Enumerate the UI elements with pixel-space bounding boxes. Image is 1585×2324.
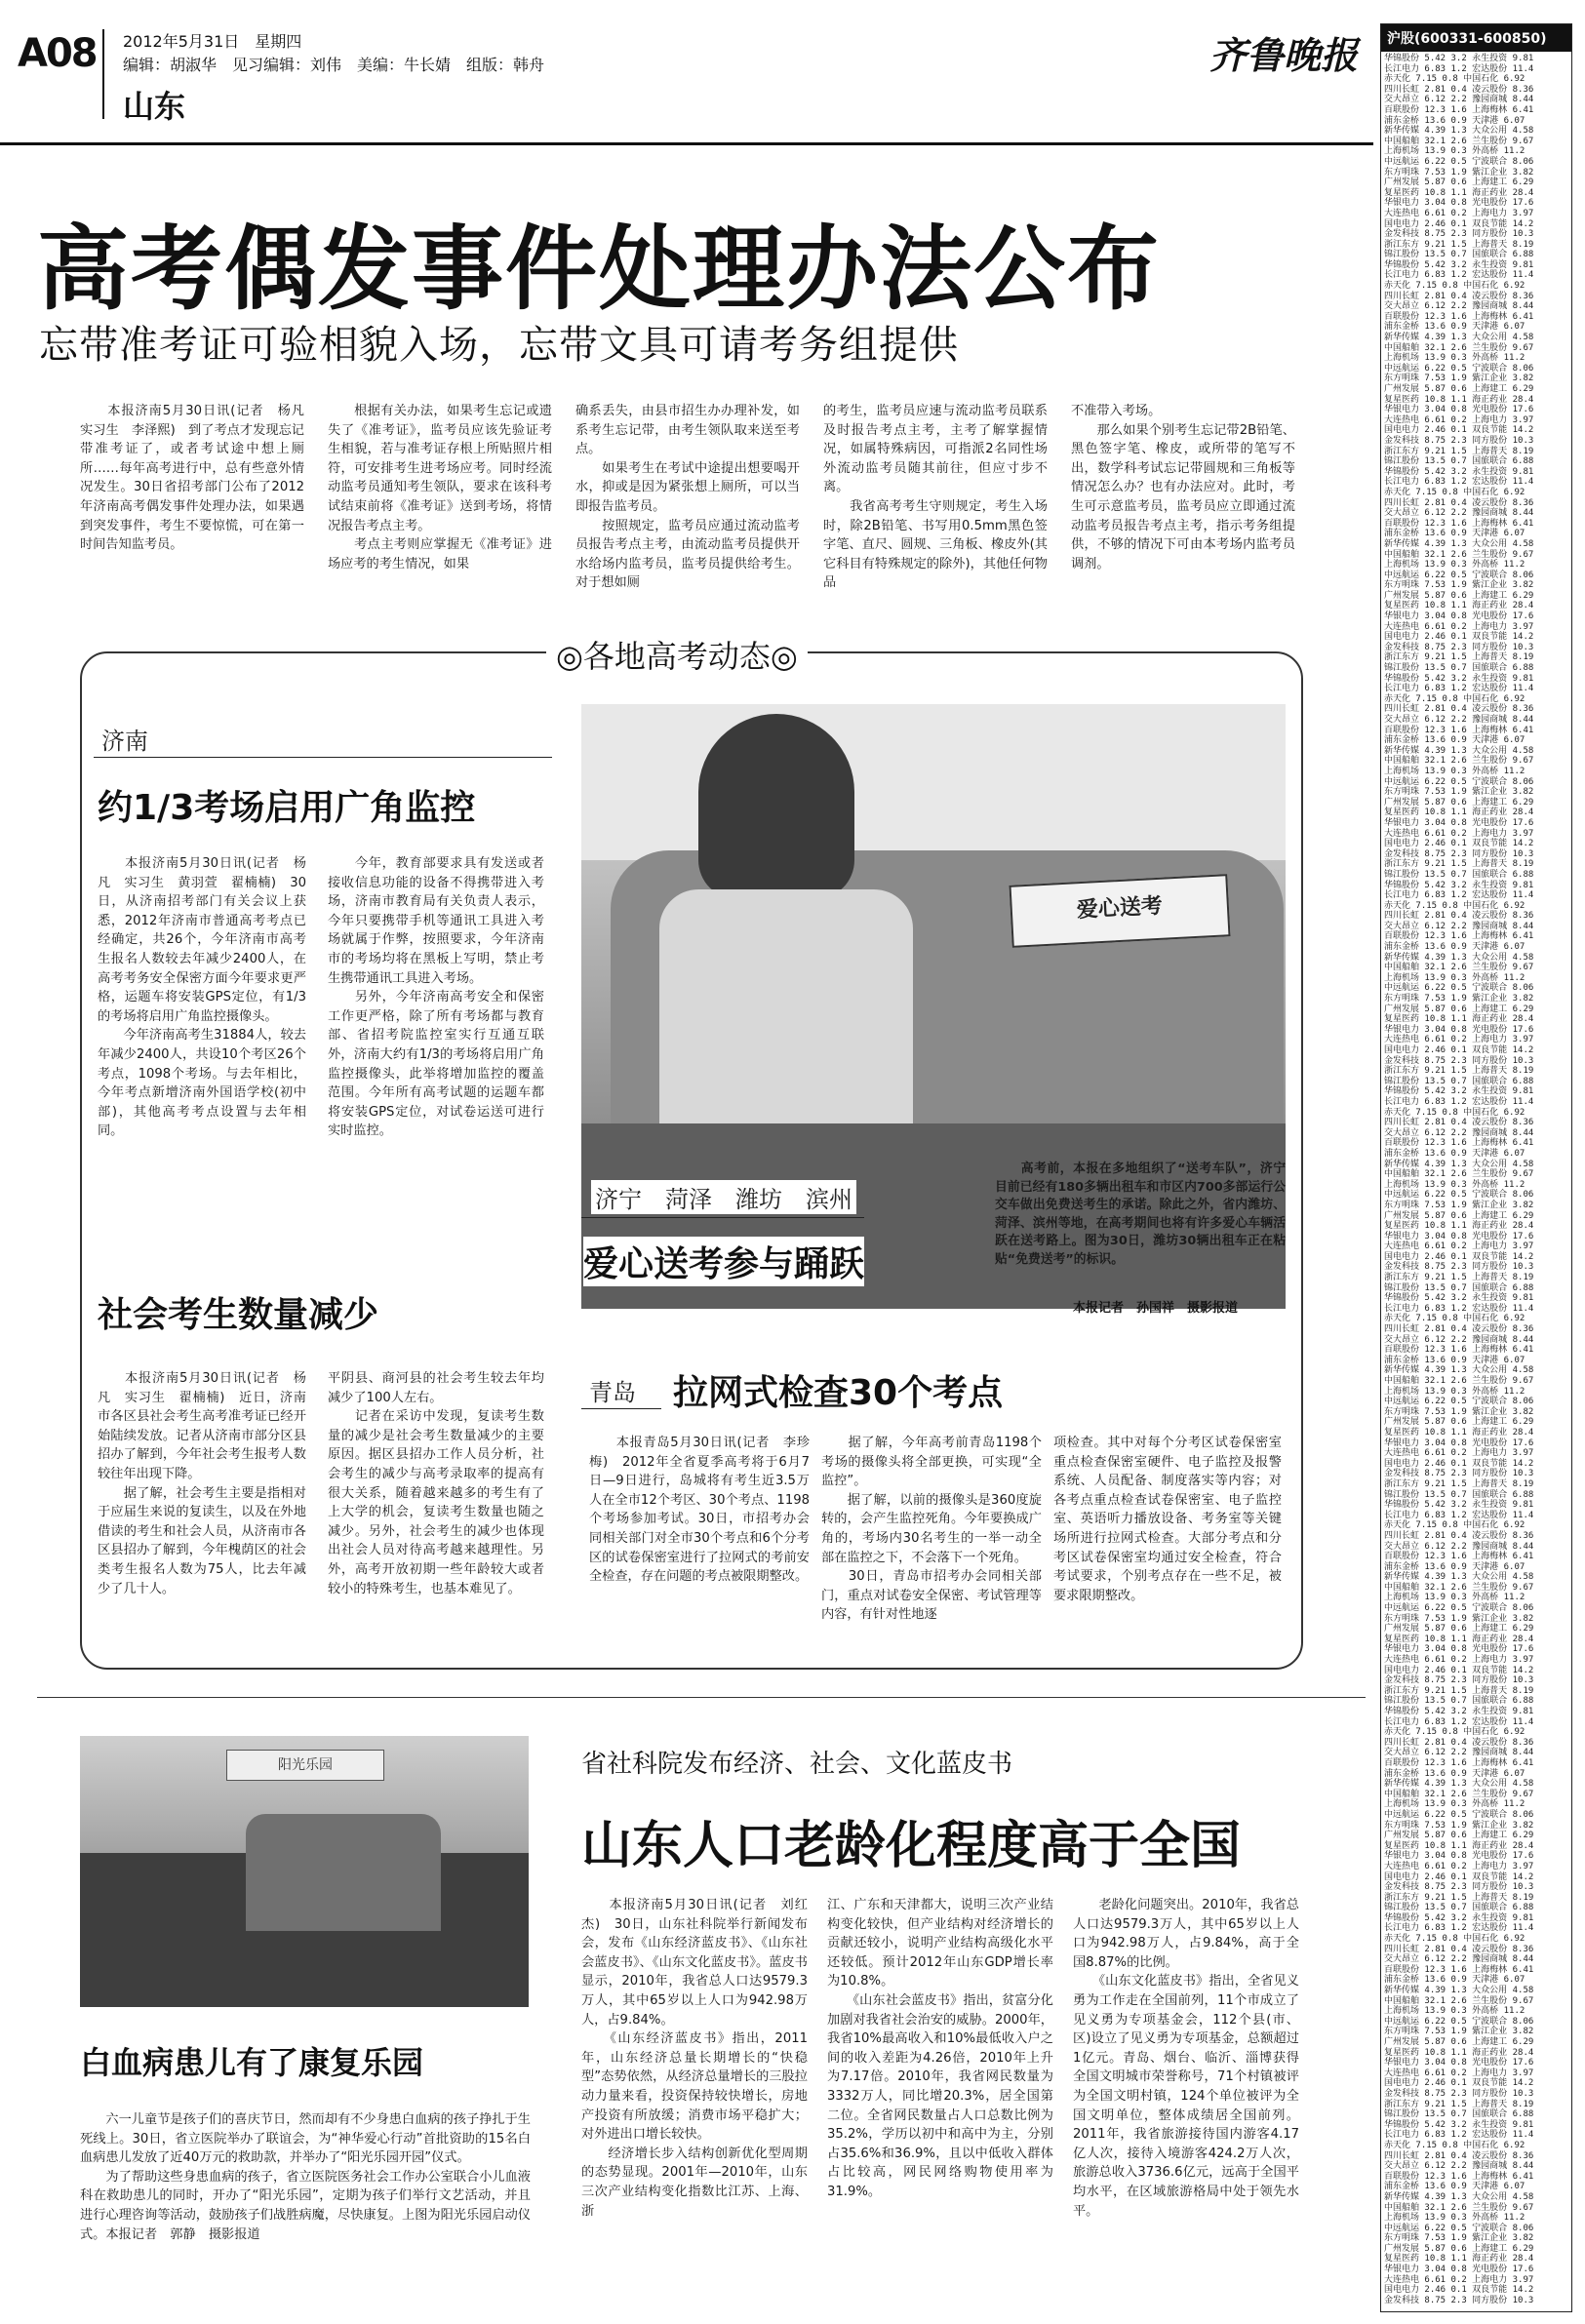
banner-sign: 阳光乐园 <box>226 1750 384 1781</box>
main-subheadline: 忘带准考证可验相貌入场，忘带文具可请考务组提供 <box>39 323 959 368</box>
editors-line: 编辑：胡淑华 见习编辑：刘伟 美编：牛长婧 组版：韩舟 <box>123 56 545 74</box>
social-headline: 社会考生数量减少 <box>98 1295 379 1335</box>
stock-listing <box>1380 23 1572 2312</box>
photo-story-headline: 爱心送考参与踊跃 <box>583 1237 864 1286</box>
stock-rows: 华锦股份 5.42 3.2 永生投资 9.81 长江电力 6.83 1.2 宏达股份 11.4 赤天化 7.15 0.8 中国石化 6.92 四川长虹 2.81 0.4 凌云股份 8.36 交大昂立 6.12 2.2 豫园商城 8.44 百联股份 12.3 1.6 上海梅林 6.41 浦东金桥 13.6 0.9 天津港 6.07 新华传媒 4.39 1.3 大众公用 4.58 中国船舶 32.1 2.6 兰生股份 9.67 上海机场 13.9 0.3 外高桥 11.2 中远航运 6.22 0.5 宁波联合 8.06 东方明珠 7.53 1.9 紫江企业 3.82 广州发展 5.87 0.6 上海建工 6.29 复星医药 10.8 1.1 海正药业 28.4 华银电力 3.04 0.8 光电股份 17.6 大连热电 6.61 0.2 上海电力 3.97 国电电力 2.46 0.1 双良节能 14.2 金发科技 8.75 2.3 同方股份 10.3 浙江东方 9.21 1.5 上海普天 8.19 锦江股份 13.5 0.7 国旅联合 6.88 华锦股份 5.42 3.2 永生投资 9.81 长江电力 6.83 1.2 宏达股份 11.4 赤天化 7.15 0.8 中国石化 6.92 四川长虹 2.81 0.4 凌云股份 8.36 交大昂立 6.12 2.2 豫园商城 8.44 百联股份 12.3 1.6 上海梅林 6.41 浦东金桥 13.6 0.9 天津港 6.07 新华传媒 4.39 1.3 大众公用 4.58 中国船舶 32.1 2.6 兰生股份 9.67 上海机场 13.9 0.3 外高桥 11.2 中远航运 6.22 0.5 宁波联合 8.06 东方明珠 7.53 1.9 紫江企业 3.82 广州发展 5.87 0.6 上海建工 6.29 复星医药 10.8 1.1 海正药业 28.4 华银电力 3.04 0.8 光电股份 17.6 大连热电 6.61 0.2 上海电力 3.97 国电电力 2.46 0.1 双良节能 14.2 金发科技 8.75 2.3 同方股份 10.3 浙江东方 9.21 1.5 上海普天 8.19 锦江股份 13.5 0.7 国旅联合 6.88 华锦股份 5.42 3.2 永生投资 9.81 长江电力 6.83 1.2 宏达股份 11.4 赤天化 7.15 0.8 中国石化 6.92 四川长虹 2.81 0.4 凌云股份 8.36 交大昂立 6.12 2.2 豫园商城 8.44 百联股份 12.3 1.6 上海梅林 6.41 浦东金桥 13.6 0.9 天津港 6.07 新华传媒 4.39 1.3 大众公用 4.58 中国船舶 32.1 2.6 兰生股份 9.67 上海机场 13.9 0.3 外高桥 11.2 中远航运 6.22 0.5 宁波联合 8.06 东方明珠 7.53 1.9 紫江企业 3.82 广州发展 5.87 0.6 上海建工 6.29 复星医药 10.8 1.1 海正药业 28.4 华银电力 3.04 0.8 光电股份 17.6 大连热电 6.61 0.2 上海电力 3.97 国电电力 2.46 0.1 双良节能 14.2 金发科技 8.75 2.3 同方股份 10.3 浙江东方 9.21 1.5 上海普天 8.19 锦江股份 13.5 0.7 国旅联合 6.88 华锦股份 5.42 3.2 永生投资 9.81 长江电力 6.83 1.2 宏达股份 11.4 赤天化 7.15 0.8 中国石化 6.92 四川长虹 2.81 0.4 凌云股份 8.36 交大昂立 6.12 2.2 豫园商城 8.44 百联股份 12.3 1.6 上海梅林 6.41 浦东金桥 13.6 0.9 天津港 6.07 新华传媒 4.39 1.3 大众公用 4.58 中国船舶 32.1 2.6 兰生股份 9.67 上海机场 13.9 0.3 外高桥 11.2 中远航运 6.22 0.5 宁波联合 8.06 东方明珠 7.53 1.9 紫江企业 3.82 广州发展 5.87 0.6 上海建工 6.29 复星医药 10.8 1.1 海正药业 28.4 华银电力 3.04 0.8 光电股份 17.6 大连热电 6.61 0.2 上海电力 3.97 国电电力 2.46 0.1 双良节能 14.2 金发科技 8.75 2.3 同方股份 10.3 浙江东方 9.21 1.5 上海普天 8.19 锦江股份 13.5 0.7 国旅联合 6.88 华锦股份 5.42 3.2 永生投资 9.81 长江电力 6.83 1.2 宏达股份 11.4 赤天化 7.15 0.8 中国石化 6.92 四川长虹 2.81 0.4 凌云股份 8.36 交大昂立 6.12 2.2 豫园商城 8.44 百联股份 12.3 1.6 上海梅林 6.41 浦东金桥 13.6 0.9 天津港 6.07 新华传媒 4.39 1.3 大众公用 4.58 中国船舶 32.1 2.6 兰生股份 9.67 上海机场 13.9 0.3 外高桥 11.2 中远航运 6.22 0.5 宁波联合 8.06 东方明珠 7.53 1.9 紫江企业 3.82 广州发展 5.87 0.6 上海建工 6.29 复星医药 10.8 1.1 海正药业 28.4 华银电力 3.04 0.8 光电股份 17.6 大连热电 6.61 0.2 上海电力 3.97 国电电力 2.46 0.1 双良节能 14.2 金发科技 8.75 2.3 同方股份 10.3 浙江东方 9.21 1.5 上海普天 8.19 锦江股份 13.5 0.7 国旅联合 6.88 华锦股份 5.42 3.2 永生投资 9.81 长江电力 6.83 1.2 宏达股份 11.4 赤天化 7.15 0.8 中国石化 6.92 四川长虹 2.81 0.4 凌云股份 8.36 交大昂立 6.12 2.2 豫园商城 8.44 百联股份 12.3 1.6 上海梅林 6.41 浦东金桥 13.6 0.9 天津港 6.07 新华传媒 4.39 1.3 大众公用 4.58 中国船舶 32.1 2.6 兰生股份 9.67 上海机场 13.9 0.3 外高桥 11.2 中远航运 6.22 0.5 宁波联合 8.06 东方明珠 7.53 1.9 紫江企业 3.82 广州发展 5.87 0.6 上海建工 6.29 复星医药 10.8 1.1 海正药业 28.4 华银电力 3.04 0.8 光电股份 17.6 大连热电 6.61 0.2 上海电力 3.97 国电电力 2.46 0.1 双良节能 14.2 金发科技 8.75 2.3 同方股份 10.3 浙江东方 9.21 1.5 上海普天 8.19 锦江股份 13.5 0.7 国旅联合 6.88 华锦股份 5.42 3.2 永生投资 9.81 长江电力 6.83 1.2 宏达股份 11.4 赤天化 7.15 0.8 中国石化 6.92 四川长虹 2.81 0.4 凌云股份 8.36 交大昂立 6.12 2.2 豫园商城 8.44 百联股份 12.3 1.6 上海梅林 6.41 浦东金桥 13.6 0.9 天津港 6.07 新华传媒 4.39 1.3 大众公用 4.58 中国船舶 32.1 2.6 兰生股份 9.67 上海机场 13.9 0.3 外高桥 11.2 中远航运 6.22 0.5 宁波联合 8.06 东方明珠 7.53 1.9 紫江企业 3.82 广州发展 5.87 0.6 上海建工 6.29 复星医药 10.8 1.1 海正药业 28.4 华银电力 3.04 0.8 光电股份 17.6 大连热电 6.61 0.2 上海电力 3.97 国电电力 2.46 0.1 双良节能 14.2 金发科技 8.75 2.3 同方股份 10.3 浙江东方 9.21 1.5 上海普天 8.19 锦江股份 13.5 0.7 国旅联合 6.88 华锦股份 5.42 3.2 永生投资 9.81 长江电力 6.83 1.2 宏达股份 11.4 赤天化 7.15 0.8 中国石化 6.92 四川长虹 2.81 0.4 凌云股份 8.36 交大昂立 6.12 2.2 豫园商城 8.44 百联股份 12.3 1.6 上海梅林 6.41 浦东金桥 13.6 0.9 天津港 6.07 新华传媒 4.39 1.3 大众公用 4.58 中国船舶 32.1 2.6 兰生股份 9.67 上海机场 13.9 0.3 外高桥 11.2 中远航运 6.22 0.5 宁波联合 8.06 东方明珠 7.53 1.9 紫江企业 3.82 广州发展 5.87 0.6 上海建工 6.29 复星医药 10.8 1.1 海正药业 28.4 华银电力 3.04 0.8 光电股份 17.6 大连热电 6.61 0.2 上海电力 3.97 国电电力 2.46 0.1 双良节能 14.2 金发科技 8.75 2.3 同方股份 10.3 浙江东方 9.21 1.5 上海普天 8.19 锦江股份 13.5 0.7 国旅联合 6.88 华锦股份 5.42 3.2 永生投资 9.81 长江电力 6.83 1.2 宏达股份 11.4 赤天化 7.15 0.8 中国石化 6.92 四川长虹 2.81 0.4 凌云股份 8.36 交大昂立 6.12 2.2 豫园商城 8.44 百联股份 12.3 1.6 上海梅林 6.41 浦东金桥 13.6 0.9 天津港 6.07 新华传媒 4.39 1.3 大众公用 4.58 中国船舶 32.1 2.6 兰生股份 9.67 上海机场 13.9 0.3 外高桥 11.2 中远航运 6.22 0.5 宁波联合 8.06 东方明珠 7.53 1.9 紫江企业 3.82 广州发展 5.87 0.6 上海建工 6.29 复星医药 10.8 1.1 海正药业 28.4 华银电力 3.04 0.8 光电股份 17.6 大连热电 6.61 0.2 上海电力 3.97 国电电力 2.46 0.1 双良节能 14.2 金发科技 8.75 2.3 同方股份 10.3 浙江东方 9.21 1.5 上海普天 8.19 锦江股份 13.5 0.7 国旅联合 6.88 华锦股份 5.42 3.2 永生投资 9.81 长江电力 6.83 1.2 宏达股份 11.4 赤天化 7.15 0.8 中国石化 6.92 四川长虹 2.81 0.4 凌云股份 8.36 交大昂立 6.12 2.2 豫园商城 8.44 百联股份 12.3 1.6 上海梅林 6.41 浦东金桥 13.6 0.9 天津港 6.07 新华传媒 4.39 1.3 大众公用 4.58 中国船舶 32.1 2.6 兰生股份 9.67 上海机场 13.9 0.3 外高桥 11.2 中远航运 6.22 0.5 宁波联合 8.06 东方明珠 7.53 1.9 紫江企业 3.82 广州发展 5.87 0.6 上海建工 6.29 复星医药 10.8 1.1 海正药业 28.4 华银电力 3.04 0.8 光电股份 17.6 大连热电 6.61 0.2 上海电力 3.97 国电电力 2.46 0.1 双良节能 14.2 金发科技 8.75 2.3 同方股份 10.3 浙江东方 9.21 1.5 上海普天 8.19 锦江股份 13.5 0.7 国旅联合 6.88 华锦股份 5.42 3.2 永生投资 9.81 长江电力 6.83 1.2 宏达股份 11.4 赤天化 7.15 0.8 中国石化 6.92 四川长虹 2.81 0.4 凌云股份 8.36 交大昂立 6.12 2.2 豫园商城 8.44 百联股份 12.3 1.6 上海梅林 6.41 浦东金桥 13.6 0.9 天津港 6.07 新华传媒 4.39 1.3 大众公用 4.58 中国船舶 32.1 2.6 兰生股份 9.67 上海机场 13.9 0.3 外高桥 11.2 中远航运 6.22 0.5 宁波联合 8.06 东方明珠 7.53 1.9 紫江企业 3.82 广州发展 5.87 0.6 上海建工 6.29 复星医药 10.8 1.1 海正药业 28.4 华银电力 3.04 0.8 光电股份 17.6 大连热电 6.61 0.2 上海电力 3.97 国电电力 2.46 0.1 双良节能 14.2 金发科技 8.75 2.3 同方股份 10.3 <box>1384 54 1534 2305</box>
newspaper-logo: 齐鲁晚报 <box>1209 33 1359 77</box>
lead-col-5: 不准带入考场。 那么如果个别考生忘记带2B铅笔、黑色签字笔、橡皮，或所带的笔写不出，数学科考试忘记带圆规和三角板等情况怎么办？也有办法应对。此时，考生可示意监考员，监考员应立即通过流动监考员报告考点主考，指示考务组提供，不够的情况下可由本考场内监考员调剂。 <box>1071 404 1295 571</box>
jinan-headline: 约1/3考场启用广角监控 <box>98 788 476 828</box>
tag-underline <box>94 757 552 758</box>
tag-qingdao: 青岛 <box>589 1379 636 1406</box>
photo-credit: 本报记者 孙国祥 摄影报道 <box>1073 1301 1239 1316</box>
aging-col-1: 本报济南5月30日讯(记者 刘红杰) 30日，山东社科院举行新闻发布会，发布《山东经济蓝皮书》、《山东社会蓝皮书》、《山东文化蓝皮书》。蓝皮书显示，2010年，我省总人口达9579.3万人，其中65岁以上人口为942.98万人，占9.84%。 《山东经济蓝皮书》指出，2011年，山东经济总量长期增长的“快稳型”态势依然，从经济总量增长的三股拉动力量来看，投资保持较快增长，房地产投资有所放缓；消费市场平稳扩大；对外进出口增长较快。 经济增长步入结构创新优化型周期的态势显现。2001年—2010年，山东三次产业结构变化指数比江苏、上海、浙 <box>581 1898 808 2219</box>
lead-col-2: 根据有关办法，如果考生忘记或遗失了《准考证》，监考员应该先验证考生相貌，若与准考证存根上所贴照片相符，可安排考生进考场应考。同时经流动监考员通知考生领队，要求在该科考试结束前将《准考证》送到考场，将情况报告考点主考。 考点主考则应掌握无《准考证》进场应考的考生情况，如果 <box>328 404 552 571</box>
aging-headline: 山东人口老龄化程度高于全国 <box>581 1816 1242 1875</box>
photo-sunshine-park <box>80 1736 529 2007</box>
header-divider <box>102 29 104 119</box>
social-col-1: 本报济南5月30日讯(记者 杨凡 实习生 翟楠楠) 近日，济南市各区县社会考生高考准考证已经开始陆续发放。记者从济南市部分区县招办了解到，今年社会考生报考人数较往年出现下降。 据了解，社会考生主要是指相对于应届生来说的复读生，以及在外地借读的考生和社会人员，从济南市各区县招办了解到，今年槐荫区的社会类考生报名人数为75人，比去年减少了几十人。 <box>98 1371 306 1596</box>
qingdao-headline: 拉网式检查30个考点 <box>673 1373 1004 1413</box>
social-col-2: 平阴县、商河县的社会考生较去年均减少了100人左右。 记者在采访中发现，复读考生数量的减少是社会考生数量减少的主要原因。据区县招办工作人员分析，社会考生的减少与高考录取率的提高有很大关系，随着越来越多的考生有了上大学的机会，复读考生数量也随之减少。另外，社会考生的减少也体现出社会人员对待高考越来越理性。另外，高考开放初期一些年龄较大或者较小的特殊考生，也基本难见了。 <box>328 1371 544 1596</box>
jinan-col-1: 本报济南5月30日讯(记者 杨凡 实习生 黄羽萱 翟楠楠) 30日，从济南招考部门有关会议上获悉，2012年济南市普通高考考点已经确定，共26个，今年济南市高考生报名人数较去年减少2400人，在高考考务安全保密方面今年要求更严格，运题车将安装GPS定位，有1/3的考场将启用广角监控摄像头。 今年济南高考生31884人，较去年减少2400人，共设10个考区26个考点，1098个考场。与去年相比，今年考点新增济南外国语学校(初中部)，其他高考考点设置与去年相同。 <box>98 856 306 1139</box>
qingdao-col-3: 项检查。其中对每个分考区试卷保密室重点检查保密室硬件、电子监控及报警系统、人员配备、制度落实等内容；对各考点重点检查试卷保密室、电子监控室、英语听力播放设备、考务室等关键场所进行拉网式检查。大部分考点和分考区试卷保密室均通过安全检查，符合考试要求，个别考点存在一些不足，被要求限期整改。 <box>1053 1436 1282 1603</box>
qingdao-col-1: 本报青岛5月30日讯(记者 李珍梅) 2012年全省夏季高考将于6月7日—9日进行，岛城将有考生近3.5万人在全市12个考区、30个考点、1198个考场参加考试。30日，市招考办会同相关部门对全市30个考点和6个分考区的试卷保密室进行了拉网式的考前安全检查，存在问题的考点被限期整改。 <box>589 1436 810 1585</box>
leukemia-body: 六一儿童节是孩子们的喜庆节日，然而却有不少身患白血病的孩子挣扎于生死线上。30日，省立医院举办了联谊会，为“神华爱心行动”首批资助的15名白血病患儿发放了近40万元的救助款，并举办了“阳光乐园开园”仪式。 为了帮助这些身患血病的孩子，省立医院医务社会工作办公室联合小儿血液科在救助患儿的同时，开办了“阳光乐园”，定期为孩子们举行文艺活动，并且进行心理咨询等活动，鼓励孩子们战胜病魔，尽快康复。上图为阳光乐园启动仪式。本报记者 郭静 摄影报道 <box>80 2112 531 2242</box>
section-name: 山东 <box>123 88 186 125</box>
qingdao-col-2: 据了解，今年高考前青岛1198个考场的摄像头将全部更换，可实现“全监控”。 据了解，以前的摄像头是360度旋转的，会产生监控死角。今年要换成广角的，考场内30名考生的一举一动全部在监控之下，不会落下一个死角。 30日，青岛市招考办会同相关部门，重点对试卷安全保密、考试管理等内容，有针对性地逐 <box>821 1436 1042 1623</box>
aging-kicker: 省社科院发布经济、社会、文化蓝皮书 <box>581 1750 1013 1779</box>
page-number: A08 <box>18 31 97 76</box>
stock-title: 沪股(600331-600850) <box>1381 24 1571 52</box>
jinan-col-2: 今年，教育部要求具有发送或者接收信息功能的设备不得携带进入考场，济南市教育局有关负责人表示，今年只要携带手机等通讯工具进入考场就属于作弊，按照要求，今年济南市的考场均将在黑板上写明，禁止考生携带通讯工具进入考场。 另外，今年济南高考安全和保密工作更严格，除了所有考场都与教育部、省招考院监控室实行互通互联外，济南大约有1/3的考场将启用广角监控摄像头，此举将增加监控的覆盖范围。今年所有高考试题的运题车都将安装GPS定位，对试卷运送可进行实时监控。 <box>328 856 544 1139</box>
tag-underline <box>581 1217 864 1218</box>
main-headline: 高考偶发事件处理办法公布 <box>37 216 1162 323</box>
tag-jinan: 济南 <box>101 728 148 755</box>
tag-underline <box>581 1408 661 1409</box>
section-rule <box>37 1697 1366 1698</box>
box-title: ◎各地高考动态◎ <box>546 632 808 677</box>
lead-col-1: 本报济南5月30日讯(记者 杨凡 实习生 李泽熙) 到了考点才发现忘记带准考证了，或者考试途中想上厕所……每年高考进行中，总有些意外情况发生。30日省招考部门公布了2012年济南高考偶发事件处理办法，如果遇到突发事件，考生不要惊慌，可在第一时间告知监考员。 <box>80 404 318 553</box>
aging-col-2: 江、广东和天津都大，说明三次产业结构变化较快，但产业结构对经济增长的贡献还较小，说明产业结构高级化水平还较低。预计2012年山东GDP增长率为10.8%。 《山东社会蓝皮书》指出，贫富分化加剧对我省社会治安的威胁。2000年，我省10%最高收入和10%最低收入户之间的收入差距为4.26倍，2010年上升为7.17倍。2010年，我省网民数量为3332万人，同比增20.3%，居全国第二位。全省网民数量占人口总数比例为35.2%，学历以初中和高中为主，分别占35.6%和36.9%，且以中低收入群体占比较高，网民网络购物使用率为31.9%。 <box>827 1898 1053 2199</box>
lead-col-4: 的考生，监考员应速与流动监考员联系及时报告考点主考，主考了解掌握情况，如属特殊病因，可指派2名同性场外流动监考员随其前往，但应寸步不离。 我省高考考生守则规定，考生入场时，除2B铅笔、书写用0.5mm黑色签字笔、直尺、圆规、三角板、橡皮外(其它科目有特殊规定的除外)，其他任何物品 <box>823 404 1048 591</box>
aging-col-3: 老龄化问题突出。2010年，我省总人口达9579.3万人，其中65岁以上人口为942.98万人，占9.84%，高于全国8.87%的比例。 《山东文化蓝皮书》指出，全省见义勇为工作走在全国前列，11个市成立了见义勇为专项基金会，112个县(市、区)设立了见义勇为专项基金，总额超过1亿元。青岛、烟台、临沂、淄博获得全国文明城市荣誉称号，71个村镇被评为全国文明村镇，124个单位被评为全国文明单位，整体成绩居全国前列。2011年，我省旅游接待国内游客4.17亿人次，接待入境游客424.2万人次，旅游总收入3736.6亿元，远高于全国平均水平，在区域旅游格局中处于领先水平。 <box>1073 1898 1299 2219</box>
lead-col-3: 确系丢失，由县市招生办办理补发，如系考生忘记带，由考生领队取来送至考点。 如果考生在考试中途提出想要喝开水，抑或是因为紧张想上厕所，可以当即报告监考员。 按照规定，监考员应通过流动监考员报告考点主考，由流动监考员提供开水给场内监考员，监考员提供给考生。对于想如厕 <box>575 404 800 591</box>
tag-cities: 济宁 菏泽 潍坊 滨州 <box>591 1180 856 1214</box>
header-rule <box>0 142 1373 145</box>
photo-caption: 高考前，本报在多地组织了“送考车队”，济宁目前已经有180多辆出租车和市区内700多部运行公交车做出免费送考生的承诺。除此之外，省内潍坊、菏泽、滨州等地，在高考期间也将有许多爱心车辆活跃在送考路上。图为30日，潍坊30辆出租车正在粘贴“免费送考”的标识。 <box>995 1162 1286 1267</box>
leukemia-headline: 白血病患儿有了康复乐园 <box>80 2044 424 2081</box>
date-line: 2012年5月31日 星期四 <box>123 32 302 51</box>
sticker-label: 爱心送考 <box>1009 874 1230 948</box>
